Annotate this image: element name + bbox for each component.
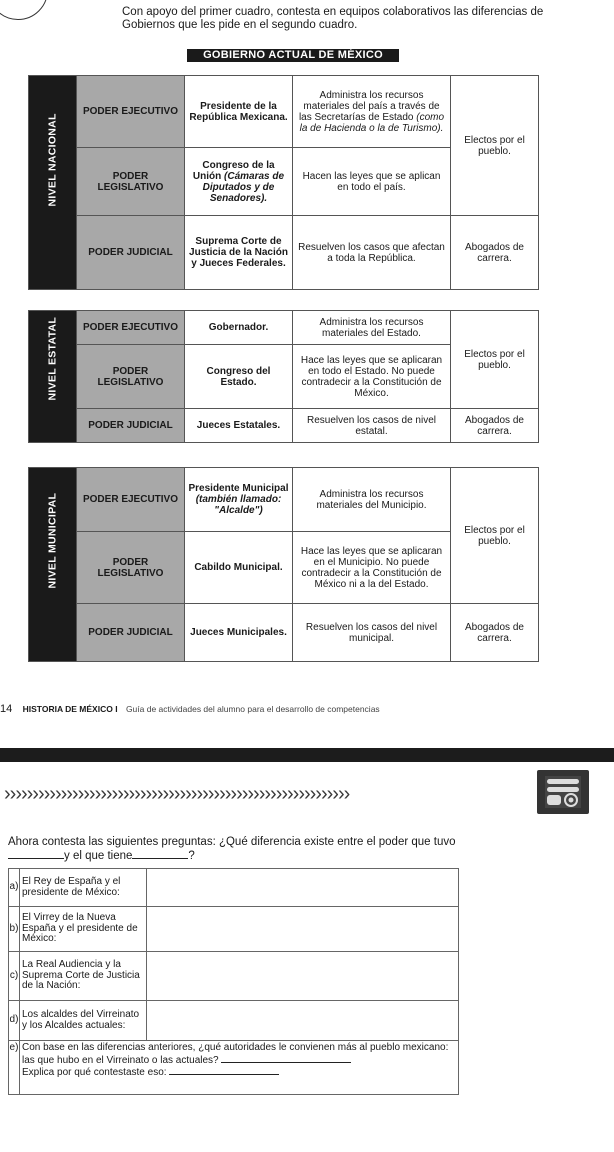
table-title: GOBIERNO ACTUAL DE MÉXICO bbox=[187, 49, 399, 62]
instructions: Con apoyo del primer cuadro, contesta en equipos colaborativos las diferencias de Gobiernos que les pide en el segundo cuadro. bbox=[122, 6, 544, 31]
function-cell: Administra los recursos materiales del Municipio. bbox=[293, 468, 451, 532]
authority-cell: Gobernador. bbox=[185, 311, 293, 345]
authority-cell: Presidente Municipal (también llamado: "Alcalde") bbox=[185, 468, 293, 532]
power-cell: PODER LEGISLATIVO bbox=[77, 148, 185, 216]
row-topic: La Real Audiencia y la Suprema Corte de Justicia de la Nación: bbox=[20, 952, 147, 1001]
final-question: Con base en las diferencias anteriores, ¿qué autoridades le convienen más al pueblo mexicano: las que hubo en el Virreinato o las actuales? Explica por qué contestaste eso: bbox=[20, 1041, 459, 1095]
function-cell: Resuelven los casos del nivel municipal. bbox=[293, 604, 451, 662]
row-letter: e) bbox=[9, 1041, 20, 1095]
book-title: HISTORIA DE MÉXICO I bbox=[22, 704, 118, 714]
comparison-table bbox=[8, 868, 459, 1095]
answer-line[interactable] bbox=[169, 1066, 279, 1075]
selection-cell: Abogados de carrera. bbox=[451, 216, 539, 290]
selection-cell: Abogados de carrera. bbox=[451, 409, 539, 443]
state-level-table bbox=[28, 310, 539, 443]
row-letter: a) bbox=[9, 869, 20, 907]
authority-cell: Congreso de la Unión (Cámaras de Diputados y de Senadores). bbox=[185, 148, 293, 216]
municipal-level-table bbox=[28, 467, 539, 662]
selection-cell: Electos por el pueblo. bbox=[451, 468, 539, 604]
power-cell: PODER JUDICIAL bbox=[77, 409, 185, 443]
authority-cell: Suprema Corte de Justicia de la Nación y Jueces Federales. bbox=[185, 216, 293, 290]
power-cell: PODER JUDICIAL bbox=[77, 216, 185, 290]
authority-cell: Cabildo Municipal. bbox=[185, 532, 293, 604]
function-cell: Administra los recursos materiales del país a través de las Secretarías de Estado (como la de Hacienda o la de Turismo). bbox=[293, 76, 451, 148]
page-footer bbox=[0, 703, 614, 715]
row-letter: b) bbox=[9, 907, 20, 952]
level-label: NIVEL ESTATAL bbox=[29, 311, 77, 443]
selection-cell: Abogados de carrera. bbox=[451, 604, 539, 662]
row-topic: El Rey de España y el presidente de México: bbox=[20, 869, 147, 907]
function-cell: Hace las leyes que se aplicaran en el Municipio. No puede contradecir a la Constitución de México ni a la del Estado. bbox=[293, 532, 451, 604]
row-letter: c) bbox=[9, 952, 20, 1001]
row-topic: El Virrey de la Nueva España y el presidente de México: bbox=[20, 907, 147, 952]
question-prompt: Ahora contesta las siguientes preguntas: ¿Qué diferencia existe entre el poder que tuvo y el que tiene ? bbox=[8, 836, 456, 862]
power-cell: PODER EJECUTIVO bbox=[77, 76, 185, 148]
power-cell: PODER LEGISLATIVO bbox=[77, 532, 185, 604]
authority-cell: Jueces Estatales. bbox=[185, 409, 293, 443]
power-cell: PODER LEGISLATIVO bbox=[77, 345, 185, 409]
power-cell: PODER EJECUTIVO bbox=[77, 468, 185, 532]
authority-cell: Congreso del Estado. bbox=[185, 345, 293, 409]
row-topic: Los alcaldes del Virreinato y los Alcaldes actuales: bbox=[20, 1001, 147, 1041]
activity-icon bbox=[537, 770, 589, 814]
page-corner-decoration bbox=[0, 0, 48, 20]
answer-cell[interactable] bbox=[147, 1001, 459, 1041]
selection-cell: Electos por el pueblo. bbox=[451, 311, 539, 409]
answer-cell[interactable] bbox=[147, 952, 459, 1001]
blank-line bbox=[8, 849, 64, 859]
authority-cell: Jueces Municipales. bbox=[185, 604, 293, 662]
selection-cell: Electos por el pueblo. bbox=[451, 76, 539, 216]
power-cell: PODER EJECUTIVO bbox=[77, 311, 185, 345]
national-level-table bbox=[28, 75, 539, 290]
chevron-row-decoration: ››››››››››››››››››››››››››››››››››››››››››››››››››››››››››››› bbox=[4, 783, 350, 805]
answer-cell[interactable] bbox=[147, 907, 459, 952]
function-cell: Hacen las leyes que se aplican en todo el país. bbox=[293, 148, 451, 216]
answer-cell[interactable] bbox=[147, 869, 459, 907]
level-label: NIVEL MUNICIPAL bbox=[29, 468, 77, 662]
authority-cell: Presidente de la República Mexicana. bbox=[185, 76, 293, 148]
blank-line bbox=[132, 849, 188, 859]
row-letter: d) bbox=[9, 1001, 20, 1041]
function-cell: Administra los recursos materiales del Estado. bbox=[293, 311, 451, 345]
power-cell: PODER JUDICIAL bbox=[77, 604, 185, 662]
function-cell: Hace las leyes que se aplicaran en todo el Estado. No puede contradecir a la Constitución de México. bbox=[293, 345, 451, 409]
page-number: 14 bbox=[0, 703, 13, 715]
page-divider-band bbox=[0, 748, 614, 762]
function-cell: Resuelven los casos de nivel estatal. bbox=[293, 409, 451, 443]
level-label: NIVEL NACIONAL bbox=[29, 76, 77, 290]
function-cell: Resuelven los casos que afectan a toda la República. bbox=[293, 216, 451, 290]
guide-subtitle: Guía de actividades del alumno para el desarrollo de competencias bbox=[125, 704, 380, 714]
answer-line[interactable] bbox=[221, 1054, 351, 1063]
